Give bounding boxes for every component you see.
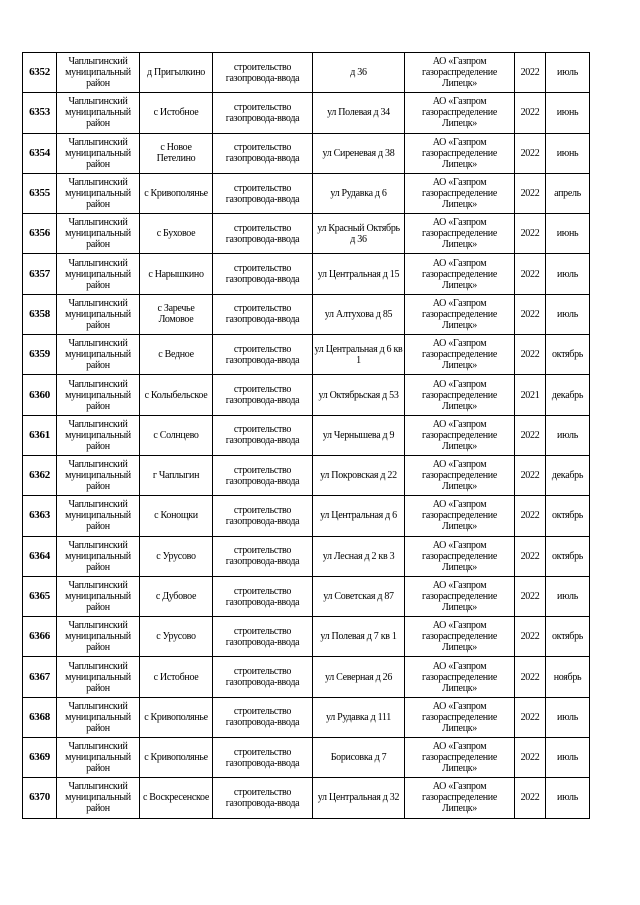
district-cell: Чаплыгинский муниципальный район bbox=[57, 415, 140, 455]
work-type-cell: строительство газопровода-ввода bbox=[213, 778, 313, 818]
organization-cell: АО «Газпром газораспределение Липецк» bbox=[405, 335, 515, 375]
work-type-cell: строительство газопровода-ввода bbox=[213, 53, 313, 93]
address-cell: ул Красный Октябрь д 36 bbox=[313, 214, 405, 254]
year-cell: 2022 bbox=[515, 53, 546, 93]
month-cell: октябрь bbox=[546, 335, 590, 375]
address-cell: ул Покровская д 22 bbox=[313, 455, 405, 495]
district-cell: Чаплыгинский муниципальный район bbox=[57, 254, 140, 294]
district-cell: Чаплыгинский муниципальный район bbox=[57, 778, 140, 818]
organization-cell: АО «Газпром газораспределение Липецк» bbox=[405, 657, 515, 697]
organization-cell: АО «Газпром газораспределение Липецк» bbox=[405, 576, 515, 616]
settlement-cell: г Чаплыгин bbox=[140, 455, 213, 495]
settlement-cell: с Дубовое bbox=[140, 576, 213, 616]
organization-cell: АО «Газпром газораспределение Липецк» bbox=[405, 455, 515, 495]
table-row bbox=[23, 294, 590, 334]
organization-cell: АО «Газпром газораспределение Липецк» bbox=[405, 415, 515, 455]
district-cell: Чаплыгинский муниципальный район bbox=[57, 214, 140, 254]
district-cell: Чаплыгинский муниципальный район bbox=[57, 133, 140, 173]
row-number: 6358 bbox=[23, 294, 57, 334]
year-cell: 2022 bbox=[515, 738, 546, 778]
row-number: 6353 bbox=[23, 93, 57, 133]
work-type-cell: строительство газопровода-ввода bbox=[213, 294, 313, 334]
work-type-cell: строительство газопровода-ввода bbox=[213, 738, 313, 778]
row-number: 6361 bbox=[23, 415, 57, 455]
table-row bbox=[23, 617, 590, 657]
row-number: 6370 bbox=[23, 778, 57, 818]
work-type-cell: строительство газопровода-ввода bbox=[213, 455, 313, 495]
settlement-cell: с Кривополянье bbox=[140, 173, 213, 213]
settlement-cell: с Новое Петелино bbox=[140, 133, 213, 173]
district-cell: Чаплыгинский муниципальный район bbox=[57, 375, 140, 415]
month-cell: октябрь bbox=[546, 496, 590, 536]
table-row bbox=[23, 657, 590, 697]
district-cell: Чаплыгинский муниципальный район bbox=[57, 657, 140, 697]
settlement-cell: с Буховое bbox=[140, 214, 213, 254]
year-cell: 2022 bbox=[515, 93, 546, 133]
table-row bbox=[23, 173, 590, 213]
organization-cell: АО «Газпром газораспределение Липецк» bbox=[405, 294, 515, 334]
month-cell: июнь bbox=[546, 133, 590, 173]
address-cell: ул Сиреневая д 38 bbox=[313, 133, 405, 173]
district-cell: Чаплыгинский муниципальный район bbox=[57, 496, 140, 536]
district-cell: Чаплыгинский муниципальный район bbox=[57, 536, 140, 576]
table-row bbox=[23, 133, 590, 173]
row-number: 6369 bbox=[23, 738, 57, 778]
district-cell: Чаплыгинский муниципальный район bbox=[57, 576, 140, 616]
district-cell: Чаплыгинский муниципальный район bbox=[57, 335, 140, 375]
settlement-cell: с Ведное bbox=[140, 335, 213, 375]
settlement-cell: с Воскресенское bbox=[140, 778, 213, 818]
year-cell: 2022 bbox=[515, 294, 546, 334]
row-number: 6355 bbox=[23, 173, 57, 213]
work-type-cell: строительство газопровода-ввода bbox=[213, 335, 313, 375]
address-cell: ул Центральная д 6 кв 1 bbox=[313, 335, 405, 375]
row-number: 6368 bbox=[23, 697, 57, 737]
work-type-cell: строительство газопровода-ввода bbox=[213, 415, 313, 455]
table-body bbox=[23, 53, 590, 819]
settlement-cell: с Колыбельское bbox=[140, 375, 213, 415]
organization-cell: АО «Газпром газораспределение Липецк» bbox=[405, 738, 515, 778]
address-cell: ул Полевая д 34 bbox=[313, 93, 405, 133]
month-cell: июль bbox=[546, 294, 590, 334]
address-cell: ул Советская д 87 bbox=[313, 576, 405, 616]
work-type-cell: строительство газопровода-ввода bbox=[213, 254, 313, 294]
year-cell: 2022 bbox=[515, 455, 546, 495]
year-cell: 2021 bbox=[515, 375, 546, 415]
month-cell: октябрь bbox=[546, 536, 590, 576]
month-cell: декабрь bbox=[546, 375, 590, 415]
address-cell: ул Центральная д 32 bbox=[313, 778, 405, 818]
month-cell: июль bbox=[546, 778, 590, 818]
address-cell: ул Рудавка д 111 bbox=[313, 697, 405, 737]
organization-cell: АО «Газпром газораспределение Липецк» bbox=[405, 697, 515, 737]
settlement-cell: с Истобное bbox=[140, 657, 213, 697]
organization-cell: АО «Газпром газораспределение Липецк» bbox=[405, 375, 515, 415]
gasification-table bbox=[22, 52, 590, 819]
address-cell: Борисовка д 7 bbox=[313, 738, 405, 778]
work-type-cell: строительство газопровода-ввода bbox=[213, 697, 313, 737]
table-row bbox=[23, 214, 590, 254]
address-cell: ул Октябрьская д 53 bbox=[313, 375, 405, 415]
address-cell: ул Центральная д 6 bbox=[313, 496, 405, 536]
year-cell: 2022 bbox=[515, 576, 546, 616]
table-row bbox=[23, 496, 590, 536]
row-number: 6366 bbox=[23, 617, 57, 657]
settlement-cell: с Солнцево bbox=[140, 415, 213, 455]
organization-cell: АО «Газпром газораспределение Липецк» bbox=[405, 133, 515, 173]
table-row bbox=[23, 53, 590, 93]
row-number: 6359 bbox=[23, 335, 57, 375]
table-row bbox=[23, 415, 590, 455]
year-cell: 2022 bbox=[515, 214, 546, 254]
district-cell: Чаплыгинский муниципальный район bbox=[57, 697, 140, 737]
organization-cell: АО «Газпром газораспределение Липецк» bbox=[405, 93, 515, 133]
month-cell: июнь bbox=[546, 93, 590, 133]
month-cell: декабрь bbox=[546, 455, 590, 495]
row-number: 6356 bbox=[23, 214, 57, 254]
month-cell: июль bbox=[546, 53, 590, 93]
address-cell: ул Центральная д 15 bbox=[313, 254, 405, 294]
table-row bbox=[23, 738, 590, 778]
table-row bbox=[23, 697, 590, 737]
organization-cell: АО «Газпром газораспределение Липецк» bbox=[405, 173, 515, 213]
year-cell: 2022 bbox=[515, 617, 546, 657]
month-cell: июнь bbox=[546, 214, 590, 254]
month-cell: июль bbox=[546, 697, 590, 737]
row-number: 6352 bbox=[23, 53, 57, 93]
year-cell: 2022 bbox=[515, 173, 546, 213]
month-cell: июль bbox=[546, 415, 590, 455]
row-number: 6362 bbox=[23, 455, 57, 495]
work-type-cell: строительство газопровода-ввода bbox=[213, 576, 313, 616]
year-cell: 2022 bbox=[515, 133, 546, 173]
district-cell: Чаплыгинский муниципальный район bbox=[57, 93, 140, 133]
settlement-cell: с Нарышкино bbox=[140, 254, 213, 294]
row-number: 6354 bbox=[23, 133, 57, 173]
address-cell: ул Северная д 26 bbox=[313, 657, 405, 697]
month-cell: октябрь bbox=[546, 617, 590, 657]
organization-cell: АО «Газпром газораспределение Липецк» bbox=[405, 496, 515, 536]
district-cell: Чаплыгинский муниципальный район bbox=[57, 173, 140, 213]
address-cell: ул Алтухова д 85 bbox=[313, 294, 405, 334]
year-cell: 2022 bbox=[515, 335, 546, 375]
organization-cell: АО «Газпром газораспределение Липецк» bbox=[405, 254, 515, 294]
year-cell: 2022 bbox=[515, 697, 546, 737]
table-row bbox=[23, 93, 590, 133]
row-number: 6367 bbox=[23, 657, 57, 697]
organization-cell: АО «Газпром газораспределение Липецк» bbox=[405, 617, 515, 657]
settlement-cell: с Истобное bbox=[140, 93, 213, 133]
month-cell: апрель bbox=[546, 173, 590, 213]
settlement-cell: с Урусово bbox=[140, 617, 213, 657]
work-type-cell: строительство газопровода-ввода bbox=[213, 496, 313, 536]
year-cell: 2022 bbox=[515, 496, 546, 536]
organization-cell: АО «Газпром газораспределение Липецк» bbox=[405, 214, 515, 254]
table-row bbox=[23, 576, 590, 616]
month-cell: ноябрь bbox=[546, 657, 590, 697]
table-row bbox=[23, 335, 590, 375]
row-number: 6357 bbox=[23, 254, 57, 294]
work-type-cell: строительство газопровода-ввода bbox=[213, 93, 313, 133]
year-cell: 2022 bbox=[515, 536, 546, 576]
address-cell: ул Чернышева д 9 bbox=[313, 415, 405, 455]
row-number: 6363 bbox=[23, 496, 57, 536]
table-row bbox=[23, 375, 590, 415]
settlement-cell: с Кривополянье bbox=[140, 697, 213, 737]
year-cell: 2022 bbox=[515, 657, 546, 697]
month-cell: июль bbox=[546, 576, 590, 616]
year-cell: 2022 bbox=[515, 254, 546, 294]
settlement-cell: с Заречье Ломовое bbox=[140, 294, 213, 334]
settlement-cell: д Пригылкино bbox=[140, 53, 213, 93]
table-row bbox=[23, 455, 590, 495]
address-cell: ул Рудавка д 6 bbox=[313, 173, 405, 213]
work-type-cell: строительство газопровода-ввода bbox=[213, 133, 313, 173]
year-cell: 2022 bbox=[515, 415, 546, 455]
work-type-cell: строительство газопровода-ввода bbox=[213, 173, 313, 213]
settlement-cell: с Конощки bbox=[140, 496, 213, 536]
organization-cell: АО «Газпром газораспределение Липецк» bbox=[405, 53, 515, 93]
settlement-cell: с Урусово bbox=[140, 536, 213, 576]
address-cell: ул Лесная д 2 кв 3 bbox=[313, 536, 405, 576]
row-number: 6360 bbox=[23, 375, 57, 415]
district-cell: Чаплыгинский муниципальный район bbox=[57, 294, 140, 334]
row-number: 6364 bbox=[23, 536, 57, 576]
settlement-cell: с Кривополянье bbox=[140, 738, 213, 778]
work-type-cell: строительство газопровода-ввода bbox=[213, 214, 313, 254]
month-cell: июль bbox=[546, 738, 590, 778]
work-type-cell: строительство газопровода-ввода bbox=[213, 536, 313, 576]
table-row bbox=[23, 778, 590, 818]
year-cell: 2022 bbox=[515, 778, 546, 818]
district-cell: Чаплыгинский муниципальный район bbox=[57, 738, 140, 778]
district-cell: Чаплыгинский муниципальный район bbox=[57, 617, 140, 657]
organization-cell: АО «Газпром газораспределение Липецк» bbox=[405, 536, 515, 576]
district-cell: Чаплыгинский муниципальный район bbox=[57, 455, 140, 495]
row-number: 6365 bbox=[23, 576, 57, 616]
table-row bbox=[23, 536, 590, 576]
work-type-cell: строительство газопровода-ввода bbox=[213, 375, 313, 415]
work-type-cell: строительство газопровода-ввода bbox=[213, 657, 313, 697]
district-cell: Чаплыгинский муниципальный район bbox=[57, 53, 140, 93]
month-cell: июль bbox=[546, 254, 590, 294]
table-row bbox=[23, 254, 590, 294]
organization-cell: АО «Газпром газораспределение Липецк» bbox=[405, 778, 515, 818]
address-cell: ул Полевая д 7 кв 1 bbox=[313, 617, 405, 657]
work-type-cell: строительство газопровода-ввода bbox=[213, 617, 313, 657]
address-cell: д 36 bbox=[313, 53, 405, 93]
